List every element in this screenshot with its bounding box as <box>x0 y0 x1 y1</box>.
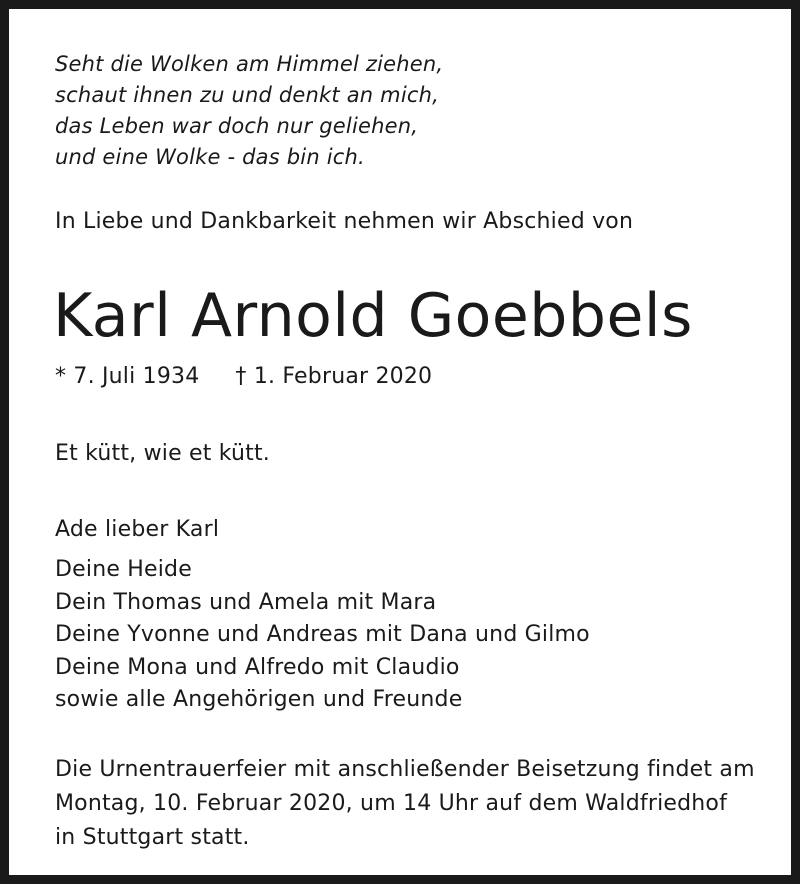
family-member: Deine Yvonne und Andreas mit Dana und Gilmo <box>55 622 590 647</box>
family-list <box>55 554 590 717</box>
poem-line: Seht die Wolken am Himmel ziehen, <box>55 52 444 76</box>
funeral-notice <box>55 753 755 855</box>
family-member: Dein Thomas und Amela mit Mara <box>55 589 437 615</box>
family-member: sowie alle Angehörigen und Freunde <box>55 687 463 712</box>
funeral-line: Montag, 10. Februar 2020, um 14 Uhr auf dem Waldfriedhof <box>55 791 728 816</box>
deceased-name: Karl Arnold Goebbels <box>53 281 693 351</box>
poem-line: schaut ihnen zu und denkt an mich, <box>55 83 439 107</box>
family-member: Deine Mona und Alfredo mit Claudio <box>55 654 460 680</box>
intro-text: In Liebe und Dankbarkeit nehmen wir Abschied von <box>55 209 634 234</box>
poem-line: und eine Wolke - das bin ich. <box>55 145 365 169</box>
poem-line: das Leben war doch nur geliehen, <box>55 114 419 138</box>
saying: Et kütt, wie et kütt. <box>55 441 271 466</box>
poem <box>55 49 443 173</box>
family-member: Deine Heide <box>55 557 192 582</box>
life-dates <box>55 364 432 389</box>
death-date: † 1. Februar 2020 <box>235 364 433 389</box>
funeral-line: Die Urnentrauerfeier mit anschließender Beisetzung findet am <box>55 757 755 782</box>
birth-date: * 7. Juli 1934 <box>55 364 200 389</box>
funeral-line: in Stuttgart statt. <box>55 825 250 850</box>
farewell-line: Ade lieber Karl <box>55 517 220 542</box>
